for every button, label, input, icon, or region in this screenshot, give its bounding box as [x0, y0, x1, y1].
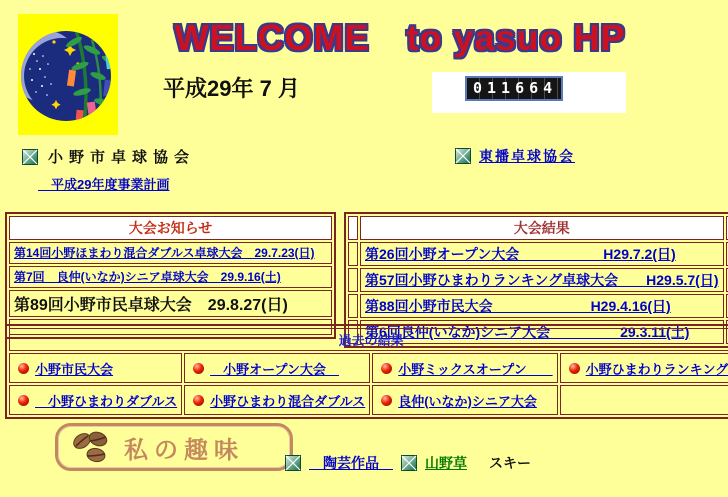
pottery-works-link[interactable]: 陶芸作品: [309, 455, 393, 471]
tanabata-logo: [18, 14, 118, 135]
business-plan-link[interactable]: 平成29年度事業計画: [38, 177, 170, 192]
ono-association-label: 小野市卓球協会: [48, 149, 196, 166]
green-diamond-icon: [401, 455, 417, 471]
result-link-ono-open[interactable]: 第26回小野オープン大会 H29.7.2(日): [365, 246, 676, 262]
past-link-himawari-ranking[interactable]: 小野ひまわりランキング: [585, 361, 728, 377]
toban-association-row: [455, 146, 575, 166]
past-link-ono-open[interactable]: 小野オープン大会: [210, 361, 339, 377]
my-hobby-button[interactable]: [55, 423, 293, 471]
ski-label: スキー: [489, 455, 531, 471]
results-header-spacer: [348, 216, 358, 240]
table-row: [9, 266, 332, 288]
counter-panel: [432, 72, 626, 113]
red-bullet-icon: [381, 395, 392, 406]
green-diamond-icon: [22, 149, 38, 165]
red-bullet-icon: [569, 363, 580, 374]
announcements-header: 大会お知らせ: [9, 216, 332, 240]
result-link-himawari-ranking[interactable]: 第57回小野ひまわりランキング卓球大会 H29.5.7(日): [365, 272, 719, 288]
announcements-table: [5, 212, 336, 339]
announce-link-inaka-senior[interactable]: 第7回 良仲(いなか)シニア卓球大会 29.9.16(土): [14, 270, 281, 284]
tanabata-logo-image: [18, 14, 118, 135]
green-diamond-icon: [455, 148, 471, 164]
table-row: [348, 294, 728, 318]
announce-text-citizens-tournament: 第89回小野市民卓球大会 29.8.27(日): [14, 297, 288, 314]
hit-counter: 011664: [465, 76, 563, 101]
red-bullet-icon: [193, 395, 204, 406]
plan-link-row: [38, 174, 169, 194]
table-row: [9, 290, 332, 317]
announce-link-himawari-mixed-doubles[interactable]: 第14回小野ほまわり混合ダブルス卓球大会 29.7.23(日): [14, 246, 315, 260]
green-diamond-icon: [285, 455, 301, 471]
past-results-header: 過去の結果: [9, 328, 728, 351]
ono-association-row: [22, 146, 195, 167]
table-row: [9, 353, 728, 383]
table-row: [348, 242, 728, 266]
table-row: [9, 385, 728, 415]
wild-plants-link[interactable]: 山野草: [425, 455, 467, 471]
bottom-links-row: [285, 453, 531, 473]
past-link-mix-open[interactable]: 小野ミックスオープン: [398, 361, 553, 377]
page-title: WELCOME to yasuo HP: [174, 17, 626, 58]
result-link-inaka-senior[interactable]: 第6回良仲(いなか)シニア大会 29.3.11(土): [365, 324, 690, 340]
table-row: [9, 242, 332, 264]
red-bullet-icon: [18, 395, 29, 406]
past-link-inaka-senior[interactable]: 良仲(いなか)シニア大会: [398, 393, 537, 409]
past-link-citizens[interactable]: 小野市民大会: [35, 361, 114, 377]
table-row: [348, 268, 728, 292]
red-bullet-icon: [193, 363, 204, 374]
my-hobby-label: 私の趣味: [124, 436, 244, 464]
red-bullet-icon: [381, 363, 392, 374]
results-header: 大会結果: [360, 216, 724, 240]
toban-association-link[interactable]: 東播卓球協会: [479, 148, 575, 164]
red-bullet-icon: [18, 363, 29, 374]
past-link-himawari-mixed-doubles[interactable]: 小野ひまわり混合ダブルス: [210, 393, 366, 409]
era-date: 平成29年 7 月: [163, 76, 300, 101]
past-results-table: [5, 324, 728, 419]
result-link-citizens[interactable]: 第88回小野市民大会 H29.4.16(日): [365, 298, 671, 314]
past-link-himawari-doubles[interactable]: 小野ひまわりダブルス: [35, 393, 178, 409]
coffee-beans-icon: [68, 429, 114, 465]
